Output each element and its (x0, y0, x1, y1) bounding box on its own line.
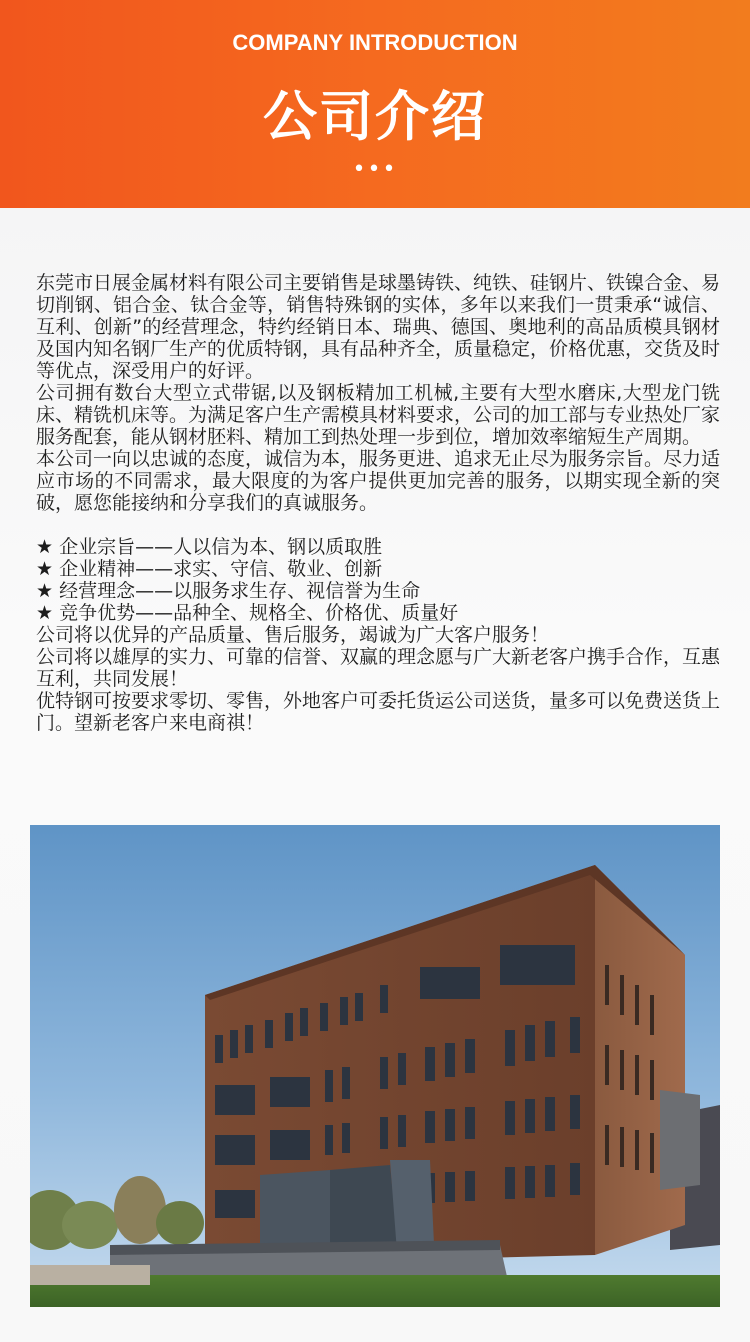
spacer (36, 514, 720, 536)
page-title: 公司介绍 (263, 85, 487, 148)
value-item: ★ 企业宗旨——人以信为本、钢以质取胜 (36, 536, 383, 558)
title-english: COMPANY INTRODUCTION (232, 30, 518, 55)
side-projection (660, 1090, 700, 1190)
value-item: ★ 企业精神——求实、守信、敬业、创新 (36, 558, 383, 580)
closing-line-2: 公司将以雄厚的实力、可靠的信誉、双赢的理念愿与广大新老客户携手合作，互惠互利，共同发展！ (36, 646, 721, 690)
closing-line-3: 优特钢可按要求零切、零售，外地客户可委托货运公司送货，量多可以免费送货上门。望新老客户来电商祺！ (36, 690, 721, 734)
intro-paragraph-3: 本公司一向以忠诚的态度，诚信为本，服务更进、追求无止尽为服务宗旨。尽力适应市场的不同需求，最大限度的为客户提供更加完善的服务，以期实现全新的突破，愿您能接纳和分享我们的真诚服务。 (36, 448, 721, 514)
path (30, 1265, 150, 1285)
value-item: ★ 经营理念——以服务求生存、视信誉为生命 (36, 580, 421, 602)
intro-paragraph-1: 东莞市日展金属材料有限公司主要销售是球墨铸铁、纯铁、硅钢片、铁镍合金、易切削钢、铝合金、钛合金等，销售特殊钢的实体，多年以来我们一贯秉承“诚信、互利、创新”的经营理念，特约经销日本、瑞典、德国、奥地利的高品质模具钢材及国内知名钢厂生产的优质特钢，具有品种齐全，质量稳定，价格优惠，交货及时等优点，深受用户的好评。 (36, 272, 721, 382)
intro-text (36, 272, 720, 734)
building-illustration (30, 825, 720, 1307)
value-item: ★ 竞争优势——品种全、规格全、价格优、质量好 (36, 602, 459, 624)
closing-line-1: 公司将以优异的产品质量、售后服务，竭诚为广大客户服务！ (36, 624, 550, 646)
decorative-dots: ••• (352, 157, 398, 182)
building-photo (30, 825, 720, 1307)
header-banner (0, 0, 750, 208)
intro-paragraph-2: 公司拥有数台大型立式带锯,以及钢板精加工机械,主要有大型水磨床,大型龙门铣床、精铣机床等。为满足客户生产需模具材料要求，公司的加工部与专业热处厂家服务配套，能从钢材胚料、精加工到热处理一步到位，增加效率缩短生产周期。 (36, 382, 721, 448)
